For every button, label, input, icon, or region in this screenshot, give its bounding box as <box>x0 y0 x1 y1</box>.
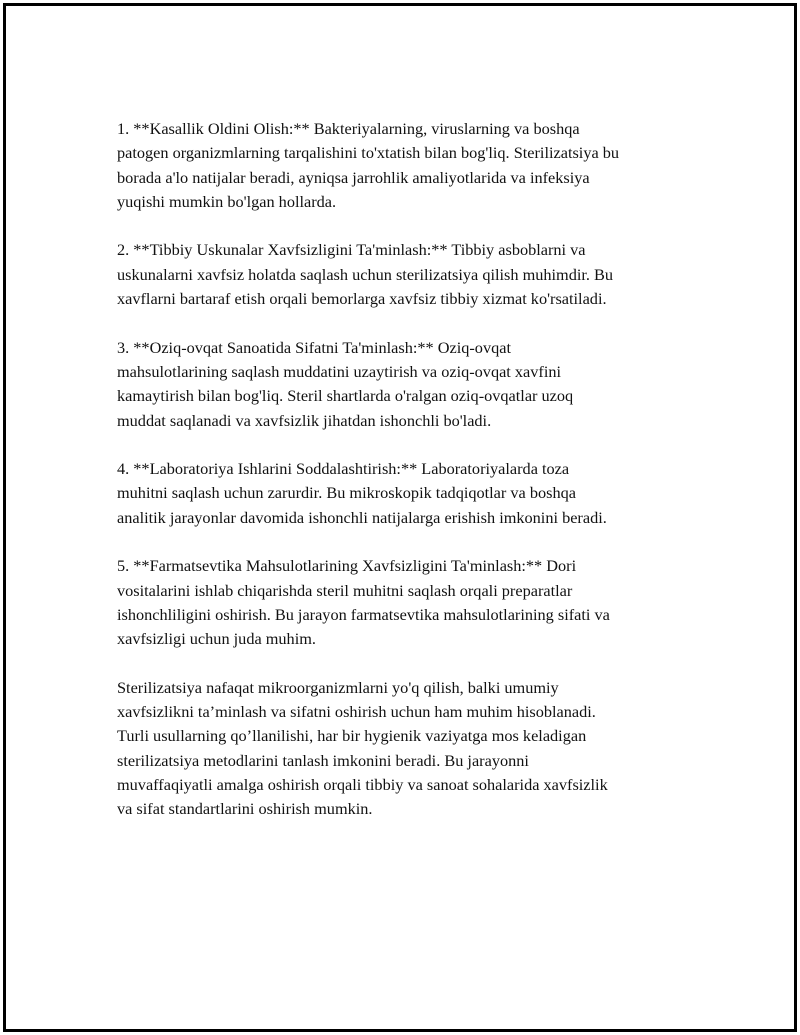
text-line: patogen organizmlarning tarqalishini to'xtatish bilan bog'liq. Sterilizatsiya bu <box>117 143 620 163</box>
paragraph-laboratory <box>117 457 697 530</box>
paragraph-medical-equipment <box>117 238 697 311</box>
text-line: uskunalarni xavfsiz holatda saqlash uchun sterilizatsiya qilish muhimdir. Bu <box>117 264 614 284</box>
text-line: muddat saqlanadi va xavfsizlik jihatdan ishonchli bo'ladi. <box>117 410 492 430</box>
paragraph-conclusion <box>117 676 697 822</box>
text-line: xavfsizlikni ta’minlash va sifatni oshirish uchun ham muhim hisoblanadi. <box>117 702 596 722</box>
text-line: mahsulotlarining saqlash muddatini uzaytirish va oziq-ovqat xavfini <box>117 361 562 381</box>
text-line: analitik jarayonlar davomida ishonchli natijalarga erishish imkonini beradi. <box>117 507 607 527</box>
document-body <box>117 117 697 846</box>
text-line: muvaffaqiyatli amalga oshirish orqali tibbiy va sanoat sohalarida xavfsizlik <box>117 775 608 795</box>
text-line: sterilizatsiya metodlarini tanlash imkonini beradi. Bu jarayonni <box>117 750 529 770</box>
text-line: 3. **Oziq-ovqat Sanoatida Sifatni Ta'minlash:** Oziq-ovqat <box>117 337 511 357</box>
text-line: 4. **Laboratoriya Ishlarini Soddalashtirish:** Laboratoriyalarda toza <box>117 459 570 479</box>
text-line: Turli usullarning qo’llanilishi, har bir hygienik vaziyatga mos keladigan <box>117 726 587 746</box>
text-line: 5. **Farmatsevtika Mahsulotlarining Xavfsizligini Ta'minlash:** Dori <box>117 556 577 576</box>
text-line: 2. **Tibbiy Uskunalar Xavfsizligini Ta'minlash:** Tibbiy asboblarni va <box>117 240 586 260</box>
text-line: borada a'lo natijalar beradi, ayniqsa jarrohlik amaliyotlarida va infeksiya <box>117 167 590 187</box>
text-line: xavflarni bartaraf etish orqali bemorlarga xavfsiz tibbiy xizmat ko'rsatiladi. <box>117 289 607 309</box>
text-line: 1. **Kasallik Oldini Olish:** Bakteriyalarning, viruslarning va boshqa <box>117 119 580 138</box>
text-line: muhitni saqlash uchun zarurdir. Bu mikroskopik tadqiqotlar va boshqa <box>117 483 576 503</box>
paragraph-food-industry <box>117 336 697 433</box>
text-line: yuqishi mumkin bo'lgan hollarda. <box>117 191 337 211</box>
paragraph-pharmaceutical <box>117 554 697 651</box>
text-line: Sterilizatsiya nafaqat mikroorganizmlarni yo'q qilish, balki umumiy <box>117 677 559 697</box>
text-line: vositalarini ishlab chiqarishda steril muhitni saqlash orqali preparatlar <box>117 580 573 600</box>
paragraph-disease-prevention <box>117 117 697 214</box>
text-line: va sifat standartlarini oshirish mumkin. <box>117 799 373 819</box>
text-line: xavfsizligi uchun juda muhim. <box>117 629 316 649</box>
text-line: kamaytirish bilan bog'liq. Steril shartlarda o'ralgan oziq-ovqatlar uzoq <box>117 386 574 406</box>
text-line: ishonchliligini oshirish. Bu jarayon farmatsevtika mahsulotlarining sifati va <box>117 604 610 624</box>
